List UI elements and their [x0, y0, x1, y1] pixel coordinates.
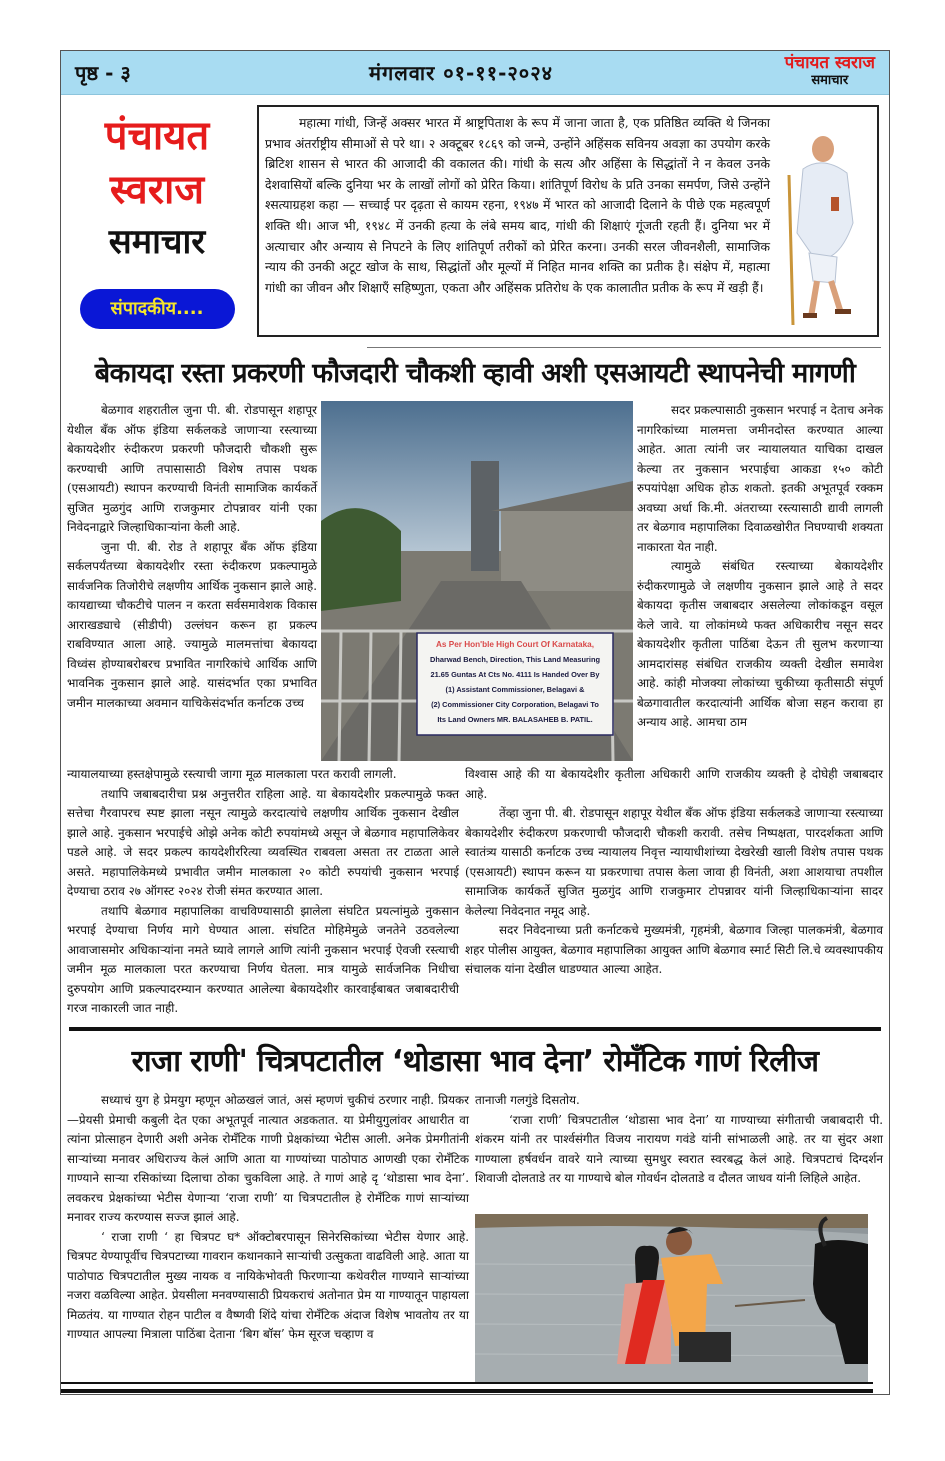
article1-left-column: [67, 401, 317, 713]
page-number: पृष्ठ - ३: [75, 61, 131, 85]
paragraph: ‘ राजा राणी ‘ हा चित्रपट घ* ऑक्टोबरपासून सिनेरसिकांच्या भेटीस येणार आहे. चित्रपट येण्यापूर्वीच चित्रपटाच्या गावरान कथानकाने साऱ्यांची उत्सुकता वाढविली आहे. आता या पाठोपाठ चित्रपटातील मुख्य नायक व नायिकेभोवती फिरणाऱ्या कथेवरील गाण्याने साऱ्यांच्या नजरा वळविल्या आहेत. प्रेयसीला मनवण्यासाठी प्रियकराचं अतोनात प्रेम या गाण्यातून पाहायला मिळतंय. या गाण्यात रोहन पाटील व वैष्णवी शिंदे यांचा रोमँटिक अंदाज विशेष भावतोय तर या गाण्यात आपल्या मित्राला पाठिंबा देताना ‘बिग बॉस’ फेम सूरज चव्हाण व: [67, 1229, 469, 1341]
article1-headline: बेकायदा रस्ता प्रकरणी फौजदारी चौकशी व्हावी अशी एसआयटी स्थापनेची मागणी: [94, 358, 856, 389]
brand-subtitle: समाचार: [811, 73, 849, 88]
editorial-box: [257, 105, 879, 337]
brand-title: पंचायत स्वराज: [784, 53, 875, 73]
divider: [367, 347, 881, 348]
paragraph: तथापि जबाबदारीचा प्रश्न अनुत्तरीत राहिला आहे. या बेकायदेशीर प्रकल्पामुळे फक्त सत्तेचा गैरवापरच स्पष्ट झाला नसून त्यामुळे करदात्यांचे लक्षणीय आर्थिक नुकसान देखील झाले आहे. नुकसान भरपाईचे ओझे अनेक कोटी रुपयांमध्ये असून जे बेळगाव महापालिकेवर पडले आहे. जे सदर प्रकल्प कायदेशीररित्या व्यवस्थित राबवला असता तर टाळता आले असते. महापालिकेमध्ये प्रभावीत जमीन मालकाला २० कोटी रुपयांची नुकसान भरपाई देण्याचा ठराव २७ ऑगस्ट २०२४ रोजी संमत करण्यात आला.: [67, 786, 459, 898]
editorial-text: महात्मा गांधी, जिन्हें अक्सर भारत में श्राष्ट्रपिताश के रूप में जाना जाता है, एक प्रतिष्ठित व्यक्ति थे जिनका प्रभाव अंतर्राष्ट्रीय सीमाओं से परे था। २ अक्टूबर १८६९ को जन्मे, उन्होंने अहिंसक सविनय अवज्ञा का उपयोग करके ब्रिटिश शासन से भारत की आजादी की वकालत की। गांधी के सत्य और अहिंसा के सिद्धांतों ने न केवल उनके देशवासियों बल्कि दुनिया भर के लाखों लोगों को प्रेरित किया। शांतिपूर्ण विरोध के प्रति उनका समर्पण, जिसे उन्होंने श्सत्याग्रहश कहा — सच्चाई पर दृढ़ता से कायम रहना, १९४७ में भारत को आजादी दिलाने के पीछे एक महत्वपूर्ण शक्ति थी। आज भी, १९४८ में उनकी हत्या के लंबे समय बाद, गांधी की शिक्षाएं गूंजती रहती हैं। दुनिया भर में अत्याचार और अन्याय से निपटने के लिए शांतिपूर्ण तरीकों को प्रेरित करना। उनकी सरल जीवनशैली, सामाजिक न्याय की उनकी अटूट खोज के साथ, सिद्धांतों और मूल्यों में निहित मानव शक्ति का प्रतीक है। संक्षेप में, महात्मा गांधी का जीवन और शिक्षाएँ सहिष्णुता, एकता और अहिंसक प्रतिरोध के एक कालातीत प्रतीक के रूप में खड़ी हैं।: [265, 115, 770, 295]
newspaper-logo: [67, 109, 247, 329]
paragraph: तेंव्हा जुना पी. बी. रोडपासून शहापूर येथील बँक ऑफ इंडिया सर्कलकडे जाणाऱ्या रस्त्याच्या बेकायदेशीर रुंदीकरण प्रकरणाची फौजदारी चौकशी करावी. तसेच निष्पक्षता, पारदर्शकता आणि स्वातंत्र्य यासाठी कर्नाटक उच्च न्यायालय निवृत्त न्यायाधीशांच्या देखरेखी खाली विशेष तपास पथक (एसआयटी) स्थापन करून या प्रकरणाचा तपास केला जावा ही विनंती, अशा आशयाचा तपशील सामाजिक कार्यकर्ते सुजित मुळगुंद आणि राजकुमार टोपन्नावर यांनी जिल्हाधिकाऱ्यांना सादर केलेल्या निवेदनात नमूद आहे.: [465, 806, 883, 918]
logo-line-1: पंचायत: [104, 113, 210, 159]
paragraph: सदर प्रकल्पासाठी नुकसान भरपाई न देताच अनेक नागरिकांच्या मालमत्ता जमीनदोस्त करण्यात आल्या आहेत. आता त्यांनी जर न्यायालयात याचिका दाखल केल्या तर नुकसान भरपाईचा आकडा १५० कोटी रुपयांपेक्षा अधिक होऊ शकतो. इतकी अभूतपूर्व रक्कम अवघ्या अर्धा कि.मी. अंतराच्या रस्त्यासाठी द्यावी लागली तर बेळगाव महापालिका दिवाळखोरीत निघण्याची शक्यता नाकारता येत नाही.: [637, 403, 883, 554]
issue-date: मंगलवार ०१-११-२०२४: [368, 61, 554, 85]
road-photo-image: [321, 401, 633, 761]
masthead-brand: [785, 53, 875, 89]
paragraph: सदर निवेदनाच्या प्रती कर्नाटकचे मुख्यमंत्री, गृहमंत्री, बेळगाव जिल्हा पालकमंत्री, बेळगाव शहर पोलीस आयुक्त, बेळगाव महापालिका आयुक्त आणि बेळगाव स्मार्ट सिटी लि.चे व्यवस्थापकीय संचालक यांना देखील धाडण्यात आल्या आहेत.: [465, 923, 883, 976]
banner-line: (1) Assistant Commissioner, Belagavi &: [445, 685, 585, 694]
paragraph: बेळगाव शहरातील जुना पी. बी. रोडपासून शहापूर येथील बँक ऑफ इंडिया सर्कलकडे जाणाऱ्या रस्त्याच्या बेकायदेशीर रुंदीकरण प्रकरणी फौजदारी चौकशी सुरू करण्याची आणि तपासासाठी विशेष तपास पथक (एसआयटी) स्थापन करण्याची विनंती सामाजिक कार्यकर्ते सुजित मुळगुंद आणि राजकुमार टोपन्नावर यांनी एका निवेदनाद्वारे जिल्हाधिकाऱ्यांना केली आहे.: [67, 403, 317, 534]
banner-line: (2) Commissioner City Corporation, Belagavi To: [431, 700, 599, 709]
article2-left-column: [67, 1091, 469, 1345]
editorial-badge: संपादकीय....: [80, 289, 235, 329]
footer-divider: [61, 1389, 873, 1393]
article1-lower-right: [465, 765, 883, 980]
masthead: [61, 51, 889, 95]
banner-line: Dharwad Bench, Direction, This Land Measuring: [429, 655, 601, 664]
paragraph: तानाजी गलगुंडे दिसतोय.: [475, 1093, 580, 1107]
footer-divider: [61, 1382, 873, 1384]
section-divider: [69, 1027, 881, 1031]
paragraph: विश्वास आहे की या बेकायदेशीर कृतीला अधिकारी आणि राजकीय व्यक्ती हे दोघेही जबाबदार आहे.: [465, 767, 883, 801]
article1-lower-left: [67, 765, 459, 1019]
paragraph: जुना पी. बी. रोड ते शहापूर बँक ऑफ इंडिया सर्कलपर्यंतच्या बेकायदेशीर रस्ता रुंदीकरण प्रकल्पामुळे सार्वजनिक तिजोरीचे लक्षणीय आर्थिक नुकसान झाले आहे. कायद्याच्या चौकटीचे पालन न करता सर्वसमावेशक विकास आराखड्याचे (सीडीपी) उल्लंघन करून हा प्रकल्प राबविण्यात आला आहे. ज्यामुळे मालमत्तांचा बेकायदा विध्वंस होण्याबरोबरच प्रभावित नागरिकांचे आर्थिक आणि भावनिक नुकसान झाले आहे. यासंदर्भात एका प्रभावित जमीन मालकाच्या अवमान याचिकेसंदर्भात कर्नाटक उच्च: [67, 539, 317, 710]
paragraph: न्यायालयाच्या हस्तक्षेपामुळे रस्त्याची जागा मूळ मालकाला परत करावी लागली.: [67, 767, 397, 781]
paragraph: तथापि बेळगाव महापालिका वाचविण्यासाठी झालेला संघटित प्रयत्नांमुळे नुकसान भरपाई देण्याचा निर्णय मागे घेण्यात आला. संघटित मोहिमेमुळे जनतेने उठवलेल्या आवाजासमोर अधिकाऱ्यांना नमते घ्यावे लागले आणि त्यांनी नुकसान भरपाई ऐवजी रस्त्याची जमीन मूळ मालकाला परत करण्याचा निर्णय घेतला. मात्र यामुळे सार्वजनिक निधीचा दुरुपयोग आणि प्रकल्पादरम्यान करण्यात आलेल्या बेकायदेशीर कारवाईबाबत जबाबदारीची गरज नाकारली जात नाही.: [67, 903, 459, 1015]
movie-photo-image: [475, 1214, 868, 1382]
banner-line: As Per Hon'ble High Court Of Karnataka,: [436, 640, 594, 649]
paragraph: ‘राजा राणी’ चित्रपटातील ‘थोडासा भाव देना’ या गाण्याच्या संगीताची जबाबदारी पी. शंकरम यांनी तर पार्श्वसंगीत विजय नारायण गवंडे यांनी सांभाळली आहे. तर या सुंदर अशा गाण्याला हर्षवर्धन वावरे याने त्याच्या सुमधुर स्वरात स्वरबद्ध केलं आहे. चित्रपटाचं दिग्दर्शन शिवाजी दोलताडे तर या गाण्याचे बोल गोवर्धन दोलताडे व दौलत जाधव यांनी लिहिले आहेत.: [475, 1112, 883, 1185]
banner-line: 21.65 Guntas At Cts No. 4111 Is Handed Over By: [430, 670, 600, 679]
article2-headline: राजा राणी' चित्रपटातील ‘थोडासा भाव देना’ रोमँटिक गाणं रिलीज: [131, 1044, 819, 1079]
logo-line-3: समाचार: [108, 222, 206, 262]
paragraph: त्यामुळे संबंधित रस्त्याच्या बेकायदेशीर रुंदीकरणामुळे जे लक्षणीय नुकसान झाले आहे ते सदर बेकायदा कृतीस जबाबदार असलेल्या लोकांकडून वसूल केले जावे. या लोकांमध्ये फक्त अधिकारीच नसून सदर बेकायदेशीर कृतीला पाठिंबा देऊन ती सुलभ करणाऱ्या आमदारांसह संबंधित राजकीय व्यक्ती देखील समावेश आहे. कांही मोजक्या लोकांच्या चुकीच्या कृतीसाठी संपूर्ण बेळगावातील करदात्यांनी आर्थिक बोजा सहन करावा हा अन्याय आहे. आमचा ठाम: [637, 559, 883, 729]
logo-line-2: स्वराज: [109, 167, 205, 213]
gandhi-illustration-icon: [775, 113, 871, 329]
article2-right-column: [475, 1091, 883, 1189]
road-barricade-photo: [321, 401, 633, 761]
banner-line: Its Land Owners MR. BALASAHEB B. PATIL.: [437, 715, 593, 724]
paragraph: सध्याचं युग हे प्रेमयुग म्हणून ओळखलं जातं, असं म्हणणं चुकीचं ठरणार नाही. प्रियकर—प्रेयसी प्रेमाची कबुली देत एका अभूतपूर्व नात्यात अडकतात. या प्रेमीयुगुलांवर आधारीत वा त्यांना प्रोत्साहन देणारी अशी अनेक रोमँटिक गाणी प्रेक्षकांच्या भेटीस आली. अनेक प्रेमगीतांनी साऱ्यांच्या मनावर अधिराज्य केलं आणि आता या गाण्यांच्या पाठोपाठ आणखी एका रोमँटिक गाण्याने साऱ्या रसिकांच्या दिलाचा ठोका चुकविला आहे. ते गाणं आहे दृ ‘थोडासा भाव देना’. लवकरच प्रेक्षकांच्या भेटीस येणाऱ्या ‘राजा राणी’ या चित्रपटातील हे रोमँटिक गाणं साऱ्यांच्या मनावर राज्य करण्यास सज्ज झालं आहे.: [67, 1093, 469, 1224]
article1-right-column: [637, 401, 883, 733]
newspaper-page: [60, 50, 890, 1395]
movie-still-photo: [475, 1214, 868, 1382]
